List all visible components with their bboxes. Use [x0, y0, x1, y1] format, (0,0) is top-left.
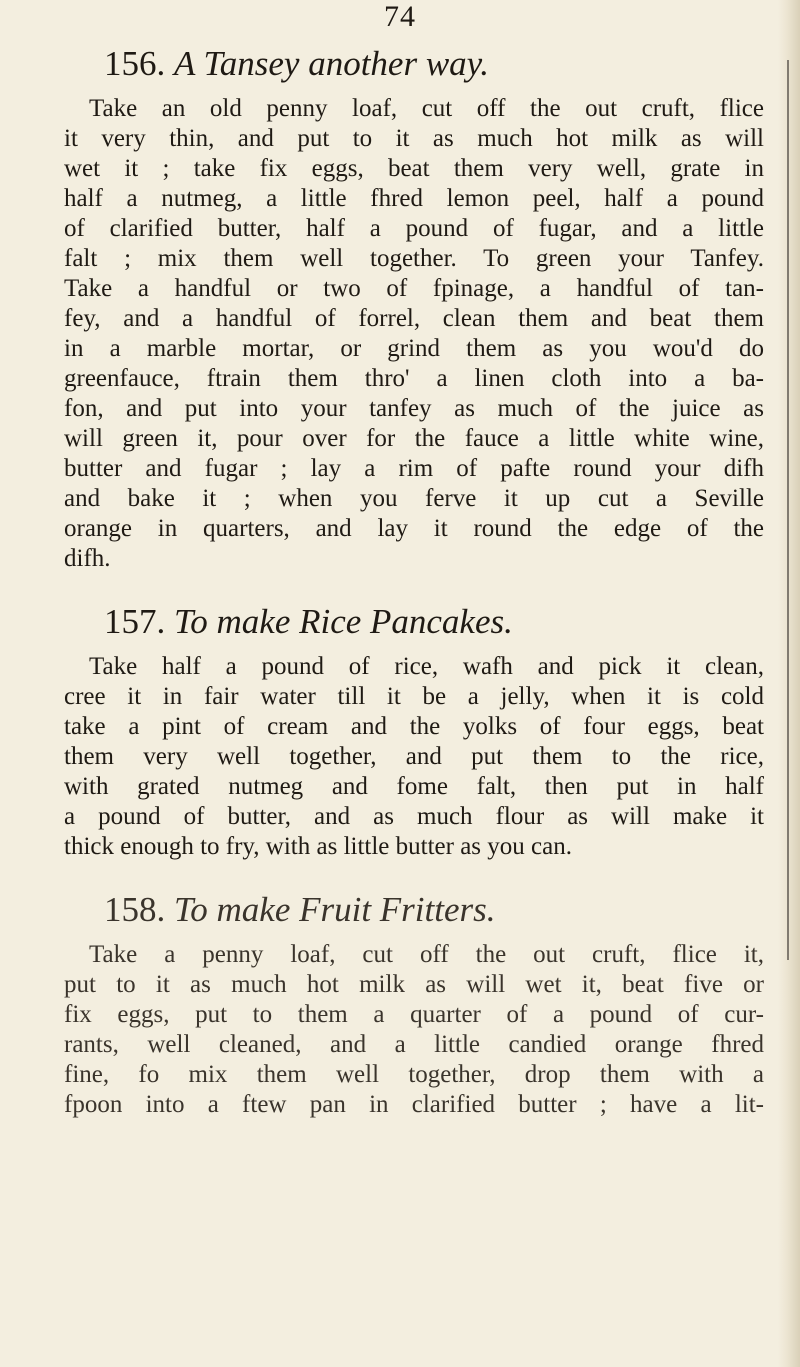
- text-line: wet it ; take fix eggs, beat them very well, grate in: [64, 155, 764, 182]
- recipe-number: 156.: [104, 44, 166, 83]
- text-line: Take a penny loaf, cut off the out cruft, flice it,: [89, 941, 764, 968]
- text-line: thick enough to fry, with as little butter as you can.: [64, 833, 572, 860]
- recipe-158: [64, 880, 764, 1120]
- recipe-title: [64, 592, 764, 652]
- recipe-name: To make Fruit Fritters.: [174, 890, 496, 929]
- text-line: difh.: [64, 545, 111, 572]
- text-line: with grated nutmeg and fome falt, then put in half: [64, 773, 764, 800]
- text-line: half a nutmeg, a little fhred lemon peel, half a pound: [64, 185, 764, 212]
- text-line: and bake it ; when you ferve it up cut a Seville: [64, 485, 764, 512]
- text-line: Take an old penny loaf, cut off the out cruft, flice: [89, 95, 764, 122]
- page-number: 74: [384, 0, 416, 33]
- text-line: Take a handful or two of fpinage, a handful of tan-: [64, 275, 764, 302]
- text-line: it very thin, and put to it as much hot milk as will: [64, 125, 764, 152]
- page-content: [64, 34, 764, 1138]
- recipe-title: [64, 34, 764, 94]
- recipe-number: 158.: [104, 890, 166, 929]
- text-line: greenfauce, ftrain them thro' a linen cloth into a ba-: [64, 365, 764, 392]
- text-line: falt ; mix them well together. To green your Tanfey.: [64, 245, 764, 272]
- text-line: Take half a pound of rice, wafh and pick it clean,: [89, 653, 764, 680]
- text-line: fix eggs, put to them a quarter of a pound of cur-: [64, 1001, 764, 1028]
- text-line: will green it, pour over for the fauce a little white wine,: [64, 425, 764, 452]
- text-line: fine, fo mix them well together, drop them with a: [64, 1061, 764, 1088]
- text-line: butter and fugar ; lay a rim of pafte round your difh: [64, 455, 764, 482]
- text-line: of clarified butter, half a pound of fugar, and a little: [64, 215, 764, 242]
- recipe-title: [64, 880, 764, 940]
- recipe-name: To make Rice Pancakes.: [174, 602, 513, 641]
- text-line: fpoon into a ftew pan in clarified butter ; have a lit-: [64, 1091, 764, 1118]
- recipe-text: [64, 652, 764, 862]
- recipe-157: [64, 592, 764, 862]
- text-line: cree it in fair water till it be a jelly, when it is cold: [64, 683, 764, 710]
- recipe-text: [64, 940, 764, 1120]
- recipe-name: A Tansey another way.: [174, 44, 490, 83]
- text-line: fey, and a handful of forrel, clean them and beat them: [64, 305, 764, 332]
- text-line: orange in quarters, and lay it round the edge of the: [64, 515, 764, 542]
- text-line: rants, well cleaned, and a little candied orange fhred: [64, 1031, 764, 1058]
- text-line: put to it as much hot milk as will wet it, beat five or: [64, 971, 764, 998]
- recipe-156: [64, 34, 764, 574]
- text-line: them very well together, and put them to the rice,: [64, 743, 764, 770]
- text-line: in a marble mortar, or grind them as you wou'd do: [64, 335, 764, 362]
- text-line: a pound of butter, and as much flour as will make it: [64, 803, 764, 830]
- recipe-number: 157.: [104, 602, 166, 641]
- page-binding-edge: [778, 0, 800, 1367]
- text-line: take a pint of cream and the yolks of four eggs, beat: [64, 713, 764, 740]
- text-line: fon, and put into your tanfey as much of the juice as: [64, 395, 764, 422]
- recipe-text: [64, 94, 764, 574]
